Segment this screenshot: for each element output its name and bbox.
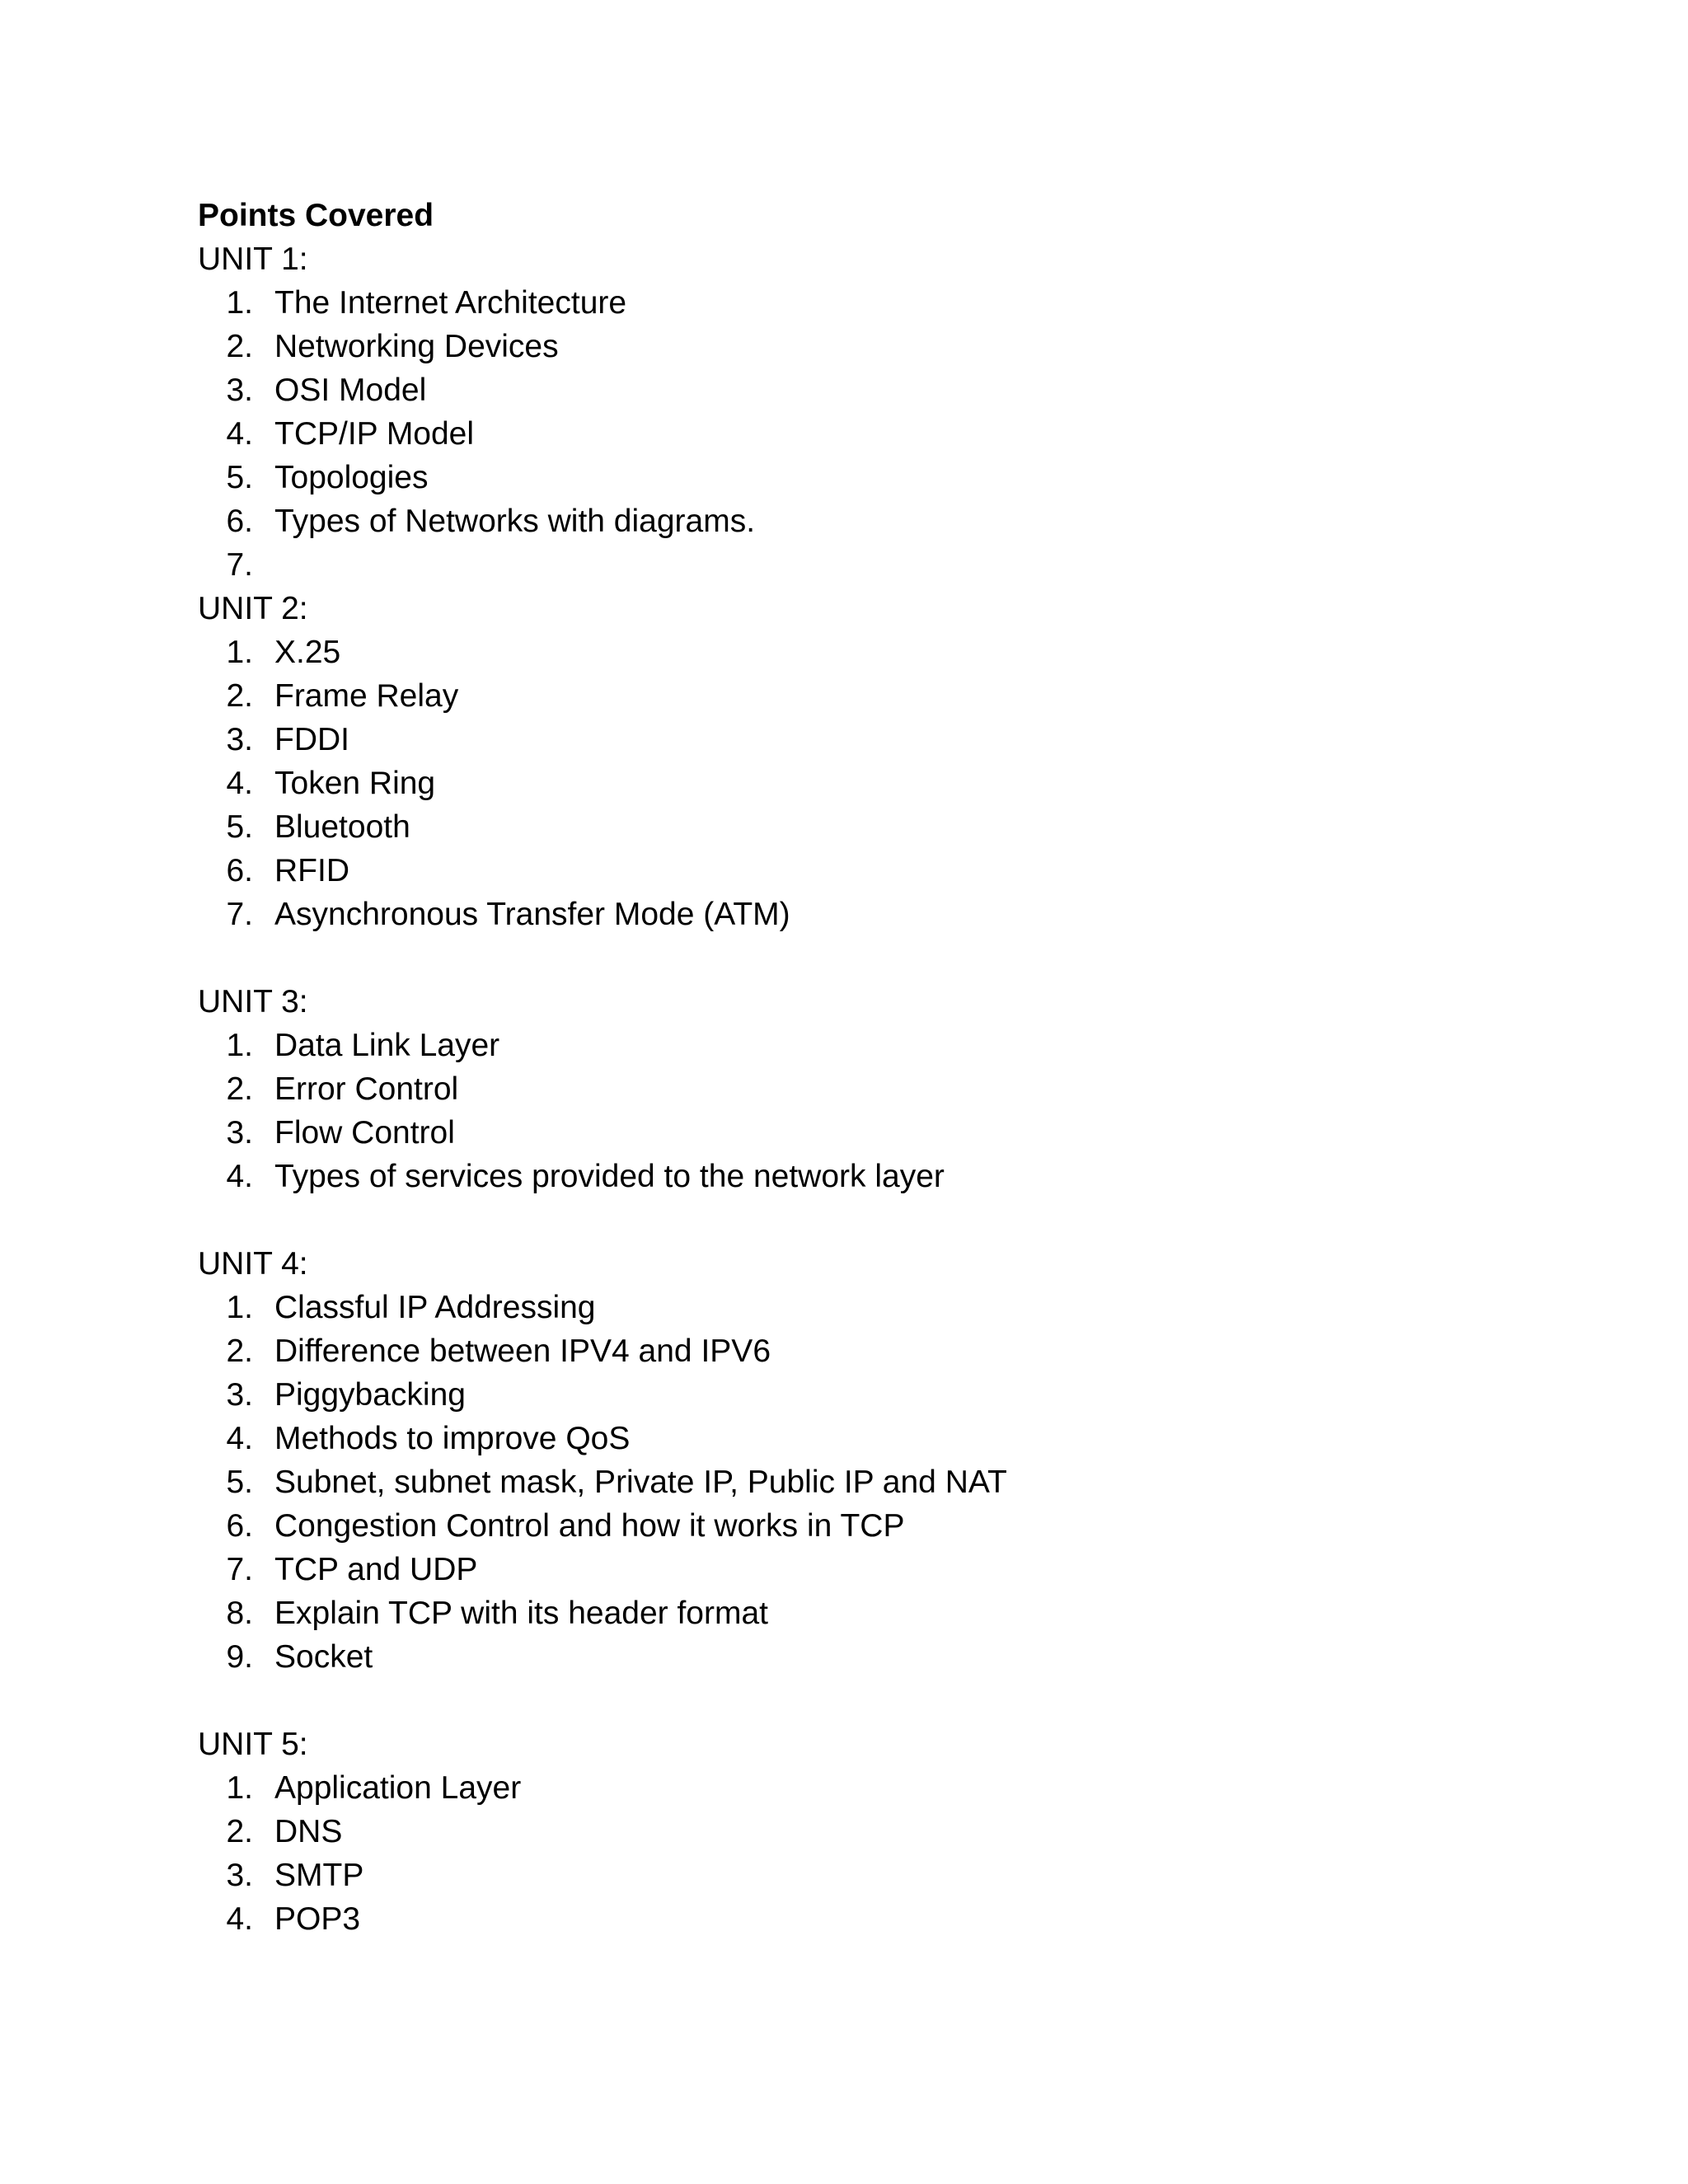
unit-topic-list xyxy=(198,1024,1517,1198)
list-item-number: 3. xyxy=(226,722,253,757)
list-item-number: 3. xyxy=(226,1858,253,1893)
list-item-number: 2. xyxy=(226,1071,253,1107)
list-item-text: POP3 xyxy=(274,1901,361,1937)
list-item xyxy=(198,1024,1517,1067)
list-item-text: Data Link Layer xyxy=(274,1028,500,1063)
list-item xyxy=(198,893,1517,936)
list-item-text: Asynchronous Transfer Mode (ATM) xyxy=(274,897,790,932)
list-item-number: 4. xyxy=(226,416,253,452)
list-item xyxy=(198,281,1517,325)
list-item xyxy=(198,718,1517,762)
list-item-text: Explain TCP with its header format xyxy=(274,1596,768,1631)
list-item-number: 6. xyxy=(226,853,253,888)
list-item-text: Congestion Control and how it works in TCP xyxy=(274,1508,905,1544)
list-item-number: 6. xyxy=(226,1508,253,1544)
document-page xyxy=(198,194,1517,1941)
list-item xyxy=(198,499,1517,543)
list-item-number: 4. xyxy=(226,1421,253,1456)
list-item-text: X.25 xyxy=(274,635,341,670)
list-item xyxy=(198,1460,1517,1504)
list-item xyxy=(198,1504,1517,1548)
list-item-text: TCP and UDP xyxy=(274,1552,478,1587)
list-item-number: 9. xyxy=(226,1639,253,1675)
list-item-number: 8. xyxy=(226,1596,253,1631)
list-item xyxy=(198,1854,1517,1897)
list-item xyxy=(198,1329,1517,1373)
section-spacer xyxy=(198,1198,1517,1242)
list-item-number: 5. xyxy=(226,1465,253,1500)
list-item-text: FDDI xyxy=(274,722,349,757)
section-spacer xyxy=(198,1679,1517,1722)
unit-section-1 xyxy=(198,237,1517,587)
list-item-number: 4. xyxy=(226,1901,253,1937)
list-item xyxy=(198,805,1517,849)
section-spacer xyxy=(198,936,1517,980)
unit-heading: UNIT 3: xyxy=(198,984,308,1019)
list-item xyxy=(198,762,1517,805)
list-item-number: 1. xyxy=(226,635,253,670)
list-item-text: Networking Devices xyxy=(274,329,559,364)
list-item xyxy=(198,630,1517,674)
list-item xyxy=(198,325,1517,368)
list-item xyxy=(198,368,1517,412)
list-item-number: 1. xyxy=(226,1770,253,1806)
list-item-text: The Internet Architecture xyxy=(274,285,627,321)
list-item-number: 4. xyxy=(226,766,253,801)
unit-heading: UNIT 4: xyxy=(198,1246,308,1282)
list-item-number: 4. xyxy=(226,1159,253,1194)
unit-topic-list xyxy=(198,630,1517,936)
unit-section-5 xyxy=(198,1722,1517,1941)
list-item-text: Application Layer xyxy=(274,1770,522,1806)
unit-heading: UNIT 1: xyxy=(198,241,308,277)
list-item-text: Bluetooth xyxy=(274,809,410,845)
list-item xyxy=(198,456,1517,499)
unit-section-4 xyxy=(198,1242,1517,1722)
document-title: Points Covered xyxy=(198,198,434,233)
list-item xyxy=(198,1155,1517,1198)
list-item xyxy=(198,1635,1517,1679)
list-item-text: Token Ring xyxy=(274,766,436,801)
list-item-number: 7. xyxy=(226,547,253,583)
list-item-number: 1. xyxy=(226,1290,253,1325)
list-item-number: 2. xyxy=(226,1333,253,1369)
list-item-text: SMTP xyxy=(274,1858,364,1893)
list-item-text: Topologies xyxy=(274,460,429,495)
unit-topic-list xyxy=(198,281,1517,587)
list-item xyxy=(198,412,1517,456)
list-item-number: 7. xyxy=(226,897,253,932)
unit-topic-list xyxy=(198,1286,1517,1679)
list-item xyxy=(198,1897,1517,1941)
unit-heading: UNIT 5: xyxy=(198,1727,308,1762)
list-item xyxy=(198,674,1517,718)
list-item-text: Methods to improve QoS xyxy=(274,1421,631,1456)
list-item-text: Types of Networks with diagrams. xyxy=(274,504,756,539)
list-item-number: 6. xyxy=(226,504,253,539)
unit-section-3 xyxy=(198,980,1517,1242)
list-item xyxy=(198,1766,1517,1810)
list-item-text: Types of services provided to the network layer xyxy=(274,1159,945,1194)
list-item xyxy=(198,1810,1517,1854)
list-item xyxy=(198,543,1517,587)
list-item-number: 2. xyxy=(226,678,253,714)
list-item-number: 2. xyxy=(226,1814,253,1849)
unit-section-2 xyxy=(198,587,1517,980)
list-item xyxy=(198,1067,1517,1111)
list-item-text: Socket xyxy=(274,1639,373,1675)
list-item-text: Classful IP Addressing xyxy=(274,1290,596,1325)
units-container xyxy=(198,237,1517,1941)
list-item-number: 3. xyxy=(226,373,253,408)
list-item-text: TCP/IP Model xyxy=(274,416,475,452)
list-item-number: 2. xyxy=(226,329,253,364)
list-item-text: Flow Control xyxy=(274,1115,455,1151)
list-item xyxy=(198,1286,1517,1329)
list-item-number: 5. xyxy=(226,460,253,495)
list-item-text: Error Control xyxy=(274,1071,459,1107)
list-item-text: DNS xyxy=(274,1814,343,1849)
list-item-number: 5. xyxy=(226,809,253,845)
list-item-text: OSI Model xyxy=(274,373,427,408)
list-item xyxy=(198,1548,1517,1591)
list-item xyxy=(198,1373,1517,1417)
list-item-text: Frame Relay xyxy=(274,678,459,714)
list-item xyxy=(198,1111,1517,1155)
list-item-number: 3. xyxy=(226,1377,253,1413)
unit-topic-list xyxy=(198,1766,1517,1941)
list-item-number: 1. xyxy=(226,1028,253,1063)
list-item xyxy=(198,1591,1517,1635)
list-item-number: 7. xyxy=(226,1552,253,1587)
list-item xyxy=(198,849,1517,893)
list-item-text: Difference between IPV4 and IPV6 xyxy=(274,1333,771,1369)
list-item xyxy=(198,1417,1517,1460)
list-item-text: Subnet, subnet mask, Private IP, Public IP and NAT xyxy=(274,1465,1007,1500)
list-item-number: 1. xyxy=(226,285,253,321)
list-item-number: 3. xyxy=(226,1115,253,1151)
list-item-text: Piggybacking xyxy=(274,1377,466,1413)
list-item-text: RFID xyxy=(274,853,349,888)
unit-heading: UNIT 2: xyxy=(198,591,308,626)
